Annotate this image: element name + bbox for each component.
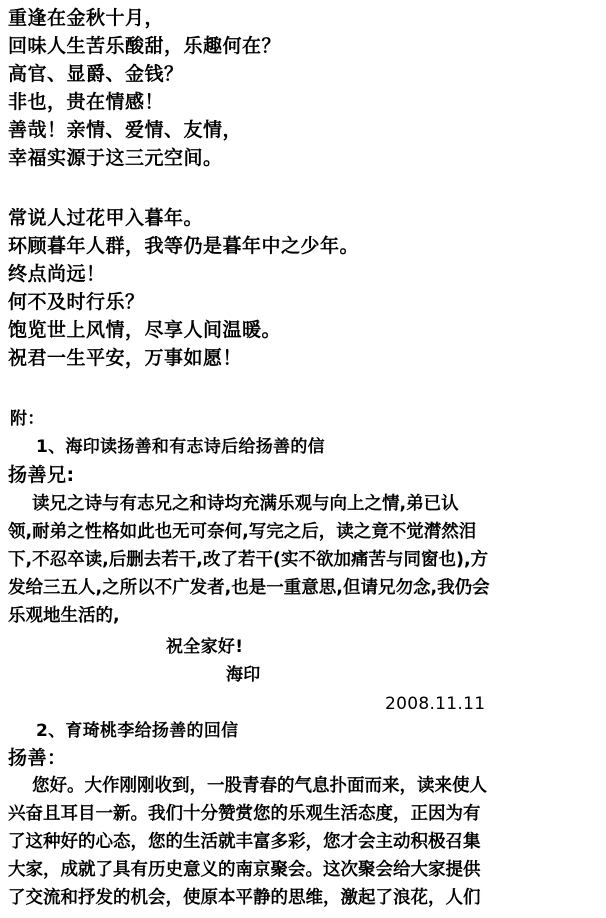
poem-line: 高官、显爵、金钱？: [8, 63, 184, 85]
letter-body-line: 兴奋且耳目一新。我们十分赞赏您的乐观生活态度，正因为有: [8, 804, 481, 824]
letter-salutation: 扬善：: [8, 747, 67, 769]
poem-line: 回味人生苦乐酸甜，乐趣何在？: [8, 35, 282, 57]
letter-body-line: 您好。大作刚刚收到，一股青春的气息扑面而来，读来使人: [32, 776, 487, 796]
poem-line: 重逢在金秋十月，: [8, 7, 165, 29]
letter-salutation: 扬善兄:: [8, 464, 75, 486]
poem-line: 幸福实源于这三元空间。: [8, 147, 223, 169]
poem-line: 非也，贵在情感！: [8, 91, 165, 113]
letter-body-line: 了交流和抒发的机会，使原本平静的思维，激起了浪花，人们: [8, 888, 481, 908]
letter-title: 2、育琦桃李给扬善的回信: [36, 721, 239, 741]
letter-title: 1、海印读扬善和有志诗后给扬善的信: [36, 437, 325, 457]
letter-closing: 祝全家好!: [166, 637, 244, 657]
letter-body-line: 大家，成就了具有历史意义的南京聚会。这次聚会给大家提供: [8, 860, 481, 880]
letter-body-line: 领,耐弟之性格如此也无可奈何,写完之后，读之竟不觉潸然泪: [8, 522, 477, 542]
poem-line: 饱览世上风情，尽享人间温暖。: [8, 319, 282, 341]
letter-body-line: 读兄之诗与有志兄之和诗均充满乐观与向上之情,弟已认: [32, 494, 459, 514]
poem-line: 祝君一生平安，万事如愿！: [8, 347, 243, 369]
appendix-label: 附：: [10, 409, 45, 429]
letter-signature: 海印: [226, 665, 261, 685]
poem-line: 常说人过花甲入暮年。: [8, 207, 204, 229]
letter-date: 2008.11.11: [385, 694, 486, 714]
letter-body-line: 下,不忍卒读,后删去若干,改了若干(实不欲加痛苦与同窗也),方: [8, 550, 489, 570]
letter-body-line: 发给三五人,之所以不广发者,也是一重意思,但请兄勿念,我仍会: [8, 578, 490, 598]
poem-line: 终点尚远！: [8, 263, 106, 285]
letter-body-line: 了这种好的心态，您的生活就丰富多彩，您才会主动积极召集: [8, 832, 481, 852]
letter-body-line: 乐观地生活的,: [8, 606, 120, 626]
poem-line: 善哉！亲情、爱情、友情，: [8, 119, 243, 141]
poem-line: 何不及时行乐？: [8, 291, 145, 313]
poem-line: 环顾暮年人群，我等仍是暮年中之少年。: [8, 235, 360, 257]
